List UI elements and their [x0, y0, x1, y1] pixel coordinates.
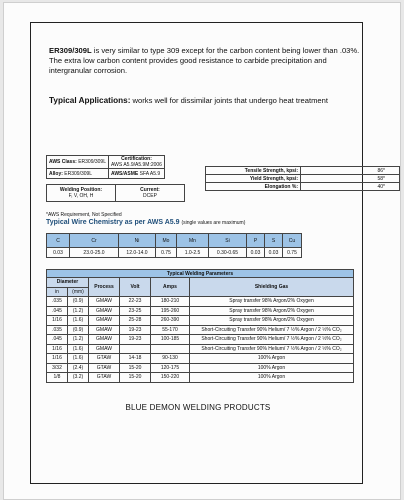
chem-header: Ni — [119, 234, 156, 248]
chemistry-subtitle: (single values are maximum) — [181, 220, 246, 226]
chem-value: 0.03 — [47, 248, 70, 258]
certification-cell — [109, 156, 165, 169]
current-label: Current: — [140, 187, 160, 193]
applications-label: Typical Applications: — [49, 96, 131, 105]
table-row — [47, 373, 354, 383]
weld-cell-in: .045 — [47, 335, 68, 345]
weld-cell-volt: 25-28 — [120, 316, 151, 326]
alloy-cell — [47, 169, 109, 179]
current-value: DCEP — [143, 193, 157, 199]
aws-class-cell — [47, 156, 109, 169]
alloy-value: ER309/309L — [64, 170, 93, 177]
weld-cell-process: GTAW — [89, 363, 120, 373]
weld-cell-gas: Spray transfer 98% Argon/2% Oxygen — [190, 306, 354, 316]
chem-header: P — [247, 234, 265, 248]
chem-header: Mo — [156, 234, 177, 248]
weld-cell-gas: Spray transfer 98% Argon/2% Oxygen — [190, 297, 354, 307]
weld-cell-in: .035 — [47, 297, 68, 307]
weld-cell-volt: 19-23 — [120, 335, 151, 345]
weld-cell-volt: 22-23 — [120, 297, 151, 307]
welding-parameters-title: Typical Welding Parameters — [47, 270, 354, 278]
mechanical-properties-table — [205, 166, 400, 191]
weld-cell-amps: 100-185 — [151, 335, 190, 345]
weld-cell-amps: 120-175 — [151, 363, 190, 373]
weld-cell-gas: 100% Argon — [190, 354, 354, 364]
welding-position-value: F, V, OH, H — [68, 193, 94, 199]
chem-value: 12.0-14.0 — [119, 248, 156, 258]
certification-value: AWS A5.9/A5.9M:2006 — [111, 162, 162, 168]
chem-header: Cr — [70, 234, 119, 248]
welding-parameters-table — [46, 269, 354, 383]
asme-value: SFA A5.9 — [139, 170, 161, 177]
weld-cell-process: GTAW — [89, 373, 120, 383]
weld-cell-amps — [151, 344, 190, 354]
weld-cell-mm: (1.6) — [68, 344, 89, 354]
intro-paragraph — [49, 46, 361, 76]
weld-cell-in: 1/16 — [47, 354, 68, 364]
certification-label: Certification: — [121, 156, 152, 162]
chem-header: Si — [209, 234, 247, 248]
chem-value: 23.0-25.0 — [70, 248, 119, 258]
weld-cell-process: GMAW — [89, 335, 120, 345]
chem-value: 0.75 — [283, 248, 302, 258]
table-row — [47, 363, 354, 373]
chemistry-table — [46, 233, 302, 258]
chem-header: S — [265, 234, 283, 248]
mech-row — [206, 175, 400, 183]
intro-text: is very similar to type 309 except for the carbon content being lower than .03%. The extra low carbon content provides good resistance to carbide precipitation and intergranular corrosion. — [49, 46, 360, 75]
table-row — [47, 297, 354, 307]
weld-cell-volt: 23-25 — [120, 306, 151, 316]
weld-cell-in: 3/32 — [47, 363, 68, 373]
weld-cell-gas: Short-Circuiting Transfer 90% Helium/ 7 ½% Argon / 2 ½% CO₂ — [190, 325, 354, 335]
weld-cell-gas: Short-Circuiting Transfer 90% Helium/ 7 ½% Argon / 2 ½% CO₂ — [190, 335, 354, 345]
table-row — [47, 354, 354, 364]
weld-cell-mm: (1.6) — [68, 354, 89, 364]
position-current-table — [46, 184, 185, 202]
applications-text: works well for dissimilar joints that undergo heat treatment — [130, 96, 328, 105]
weld-cell-in: 1/8 — [47, 373, 68, 383]
welding-position-cell — [47, 185, 116, 202]
weld-cell-amps: 150-220 — [151, 373, 190, 383]
weld-cell-in: .035 — [47, 325, 68, 335]
mech-value: 86* — [301, 167, 400, 175]
amps-header: Amps — [151, 278, 190, 297]
weld-cell-process: GMAW — [89, 297, 120, 307]
weld-cell-volt: 14-18 — [120, 354, 151, 364]
table-row — [47, 325, 354, 335]
weld-cell-gas: Spray transfer 98% Argon/2% Oxygen — [190, 316, 354, 326]
alloy-label: Alloy: — [49, 170, 63, 177]
chem-header: C — [47, 234, 70, 248]
asme-label: AWS/ASME — [111, 170, 139, 177]
mech-value: 58* — [301, 175, 400, 183]
asme-cell — [109, 169, 165, 179]
weld-cell-mm: (1.2) — [68, 335, 89, 345]
mech-row — [206, 167, 400, 175]
chem-value: 0.30-0.65 — [209, 248, 247, 258]
weld-cell-amps: 90-130 — [151, 354, 190, 364]
volt-header: Volt — [120, 278, 151, 297]
table-row — [47, 306, 354, 316]
mech-label: Yield Strength, kpsi: — [206, 175, 301, 183]
weld-cell-process: GTAW — [89, 354, 120, 364]
table-row — [47, 335, 354, 345]
mech-label: Tensile Strength, kpsi: — [206, 167, 301, 175]
process-header: Process — [89, 278, 120, 297]
welding-position-label: Welding Position: — [59, 187, 103, 193]
chem-value: 1.0-2.5 — [177, 248, 209, 258]
aws-class-label: AWS Class: — [49, 159, 77, 165]
footer-brand: BLUE DEMON WELDING PRODUCTS — [125, 403, 271, 412]
chemistry-header-row — [47, 234, 302, 248]
weld-cell-process: GMAW — [89, 325, 120, 335]
chem-header: Cu — [283, 234, 302, 248]
weld-cell-gas: Short-Circuiting Transfer 90% Helium/ 7 ½% Argon / 2 ½% CO₂ — [190, 344, 354, 354]
weld-cell-mm: (2.4) — [68, 363, 89, 373]
weld-cell-amps: 260-390 — [151, 316, 190, 326]
weld-cell-mm: (0.9) — [68, 297, 89, 307]
current-cell — [116, 185, 185, 202]
chem-value: 0.03 — [265, 248, 283, 258]
chemistry-title — [46, 219, 245, 226]
intro-alloy: ER309/309L — [49, 46, 92, 55]
weld-cell-mm: (3.2) — [68, 373, 89, 383]
weld-cell-process: GMAW — [89, 316, 120, 326]
weld-cell-process: GMAW — [89, 344, 120, 354]
chemistry-value-row — [47, 248, 302, 258]
weld-cell-in: 1/16 — [47, 316, 68, 326]
mm-header: (mm) — [68, 287, 89, 297]
chemistry-title-text: Typical Wire Chemistry as per AWS A5.9 — [46, 219, 180, 226]
table-row — [47, 344, 354, 354]
weld-cell-amps: 55-170 — [151, 325, 190, 335]
weld-cell-amps: 195-260 — [151, 306, 190, 316]
mech-row — [206, 183, 400, 191]
weld-cell-process: GMAW — [89, 306, 120, 316]
chem-value: 0.03 — [247, 248, 265, 258]
mech-label: Elongation %: — [206, 183, 301, 191]
applications-paragraph — [49, 96, 359, 106]
weld-cell-mm: (0.9) — [68, 325, 89, 335]
mech-value: 40* — [301, 183, 400, 191]
weld-cell-volt: 15-20 — [120, 373, 151, 383]
chem-header: Mn — [177, 234, 209, 248]
weld-cell-in: .045 — [47, 306, 68, 316]
shielding-gas-header: Shielding Gas — [190, 278, 354, 297]
chem-value: 0.75 — [156, 248, 177, 258]
aws-class-value: ER309/309L — [78, 159, 106, 165]
weld-cell-gas: 100% Argon — [190, 363, 354, 373]
weld-cell-gas: 100% Argon — [190, 373, 354, 383]
welding-header-row — [47, 278, 354, 288]
weld-cell-volt: 19-23 — [120, 325, 151, 335]
in-header: in — [47, 287, 68, 297]
weld-cell-volt: 15-20 — [120, 363, 151, 373]
weld-cell-amps: 180-210 — [151, 297, 190, 307]
weld-cell-mm: (1.6) — [68, 316, 89, 326]
aws-requirement-note: *AWS Requirement, Not Specified — [46, 212, 122, 218]
classification-table — [46, 155, 165, 179]
weld-cell-volt — [120, 344, 151, 354]
table-row — [47, 316, 354, 326]
weld-cell-in: 1/16 — [47, 344, 68, 354]
weld-cell-mm: (1.2) — [68, 306, 89, 316]
diameter-header: Diameter — [47, 278, 89, 288]
